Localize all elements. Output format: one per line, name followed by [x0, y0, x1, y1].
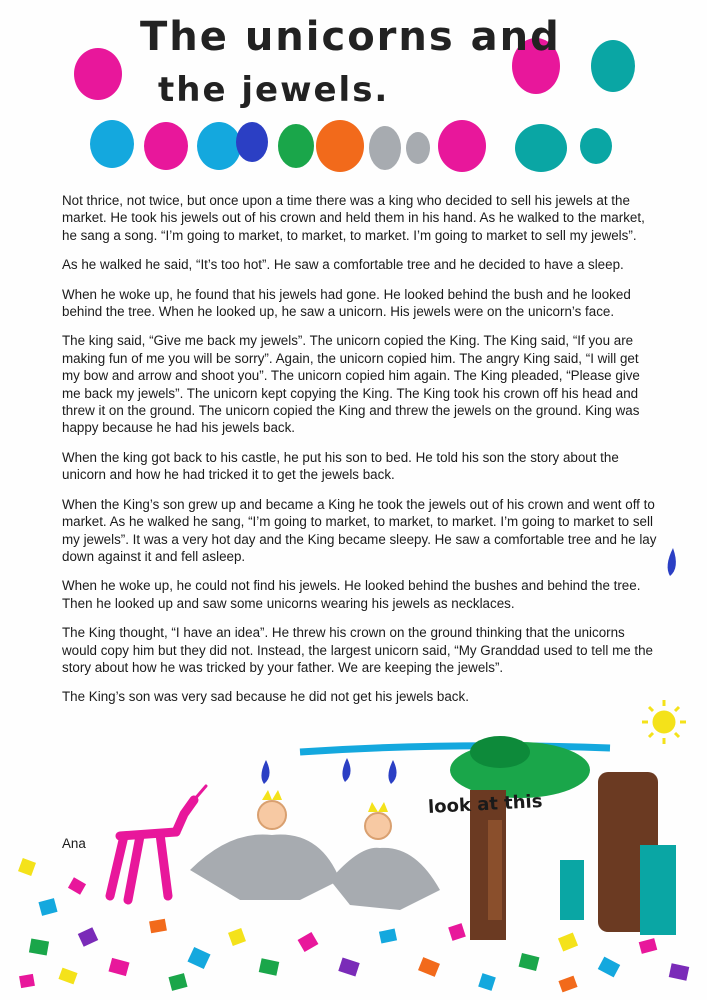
raindrop-icon	[342, 758, 350, 782]
raindrop-icon	[668, 548, 676, 576]
castle-figure	[560, 772, 676, 935]
story-paragraph: The King’s son was very sad because he did not get his jewels back.	[62, 689, 469, 705]
story-title-line-1: The unicorns and	[140, 14, 561, 60]
story-paragraph: The King thought, “I have an idea”. He threw his crown on the ground thinking that the unicorns would copy him but they did not. Instead, the largest unicorn said, “My Granddad used to tell me the story about how he was tricked by your father. We are keeping the jewels”.	[62, 625, 654, 675]
story-paragraph: When he woke up, he could not find his jewels. He looked behind the bushes and behind the tree. Then he looked up and saw some unicorns wearing his jewels as necklaces.	[62, 578, 641, 611]
drawing-caption: look at this	[427, 791, 543, 818]
story-paragraph: The king said, “Give me back my jewels”. The unicorn copied the King. The King said, “If you are making fun of me you will be sorry”. Again, the unicorn copied him. The angry King said, “I will get my bow and arrow and shoot you”. The unicorn copied him again. The King pleaded, “Please give me back my jewels”. The unicorn kept copying the King. The King took his crown off his head and threw it on the ground. The unicorn copied the King and threw the jewels on the ground. King was happy because he had his jewels back.	[62, 333, 640, 436]
prince-figure	[190, 790, 340, 900]
sun-icon	[642, 700, 686, 744]
story-paragraph: When the King’s son grew up and became a King he took the jewels out of his crown and went off to market. As he walked he sang, “I’m going to market, to market, to market. I’m going to market to sell my jewels”. It was a very hot day and the King became sleepy. He saw a comfortable tree and he lay down against it and fell asleep.	[62, 496, 657, 564]
raindrop-icon	[261, 760, 269, 784]
raindrop-icon	[388, 760, 396, 784]
king-figure	[330, 802, 440, 910]
story-paragraph: As he walked he said, “It’s too hot”. He saw a comfortable tree and he decided to have a sleep.	[62, 257, 624, 273]
story-paragraph: Not thrice, not twice, but once upon a time there was a king who decided to sell his jewels at the market. He took his jewels out of his crown and held them in his hand. As he walked to the market, he sang a song. “I’m going to market, to market, to market. I’m going to market to sell my jewels”.	[62, 193, 645, 243]
story-paragraph: When the king got back to his castle, he put his son to bed. He told his son the story about the unicorn and how he had tricked it to get the jewels back.	[62, 449, 619, 483]
unicorn-figure	[110, 786, 206, 900]
story-paragraph: When he woke up, he found that his jewels had gone. He looked behind the bush and he looked behind the tree. When he looked up, he saw a unicorn. His jewels were on the unicorn’s face.	[62, 286, 631, 320]
story-title-line-2: the jewels.	[158, 70, 390, 110]
author-signature: Ana	[62, 836, 86, 851]
